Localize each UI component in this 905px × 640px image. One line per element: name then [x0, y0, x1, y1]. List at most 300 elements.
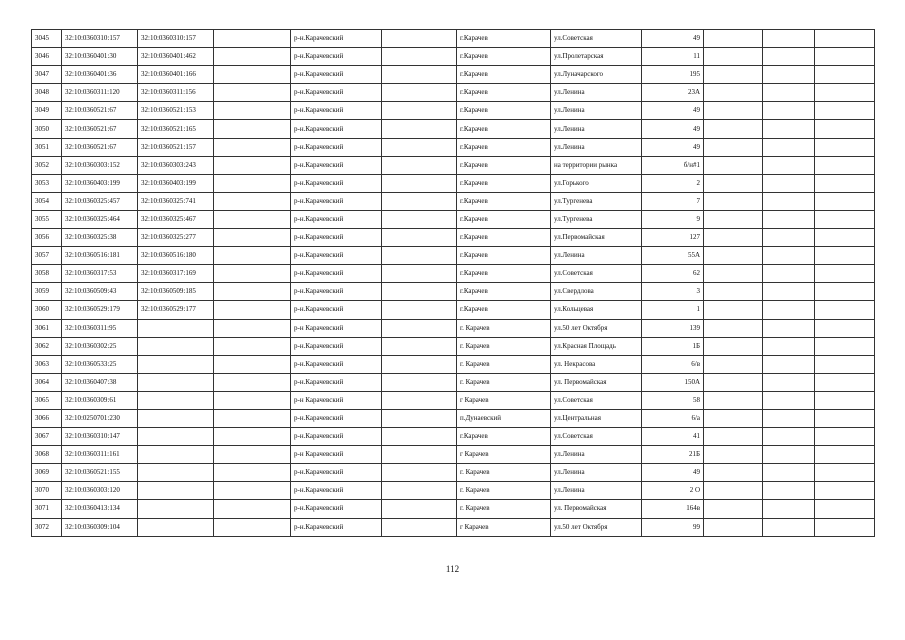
- cell-locality: г. Карачев: [457, 500, 551, 518]
- cell-cadastral-number: 32:10:0360309:61: [62, 391, 138, 409]
- cell-blank-col: [815, 428, 875, 446]
- cell-blank-col: [214, 229, 291, 247]
- cell-blank-col: [815, 500, 875, 518]
- cell-parent-cadastral-number: 32:10:0360325:467: [138, 210, 214, 228]
- cell-blank-col: [382, 283, 457, 301]
- cell-row-number: 3069: [32, 464, 62, 482]
- cell-blank-col: [763, 482, 815, 500]
- cell-house-number: 9: [642, 210, 704, 228]
- cell-row-number: 3065: [32, 391, 62, 409]
- cell-blank-col: [815, 337, 875, 355]
- cell-street: ул.50 лет Октября: [551, 319, 642, 337]
- cell-parent-cadastral-number: 32:10:0360516:180: [138, 247, 214, 265]
- cell-cadastral-number: 32:10:0360521:155: [62, 464, 138, 482]
- cell-locality: г.Карачев: [457, 138, 551, 156]
- cell-blank-col: [815, 482, 875, 500]
- cell-blank-col: [382, 355, 457, 373]
- cell-street: ул.Ленина: [551, 120, 642, 138]
- cell-locality: г.Карачев: [457, 48, 551, 66]
- cell-house-number: 49: [642, 30, 704, 48]
- cell-house-number: 3: [642, 283, 704, 301]
- cell-locality: г.Карачев: [457, 301, 551, 319]
- cell-blank-col: [382, 210, 457, 228]
- cell-street: ул.Пролетарская: [551, 48, 642, 66]
- cell-blank-col: [704, 428, 763, 446]
- table-row: [32, 192, 875, 210]
- cell-blank-col: [382, 482, 457, 500]
- cell-parent-cadastral-number: 32:10:0360317:169: [138, 265, 214, 283]
- cell-district: р-н.Карачевский: [291, 355, 382, 373]
- cell-blank-col: [763, 265, 815, 283]
- cell-blank-col: [763, 464, 815, 482]
- table-row: [32, 48, 875, 66]
- cell-parent-cadastral-number: [138, 500, 214, 518]
- cell-blank-col: [214, 30, 291, 48]
- cell-street: ул. Первомайская: [551, 373, 642, 391]
- table-row: [32, 210, 875, 228]
- cell-blank-col: [382, 319, 457, 337]
- table-row: [32, 482, 875, 500]
- cell-house-number: 6/а: [642, 409, 704, 427]
- cell-parent-cadastral-number: 32:10:0360521:165: [138, 120, 214, 138]
- cell-locality: г.Карачев: [457, 283, 551, 301]
- cell-locality: г.Карачев: [457, 66, 551, 84]
- cell-district: р-н Карачевский: [291, 319, 382, 337]
- cell-locality: г.Карачев: [457, 265, 551, 283]
- cell-blank-col: [214, 265, 291, 283]
- cell-blank-col: [214, 210, 291, 228]
- cell-blank-col: [382, 192, 457, 210]
- table-row: [32, 518, 875, 536]
- cell-district: р-н.Карачевский: [291, 84, 382, 102]
- cell-street: ул.Свердлова: [551, 283, 642, 301]
- cell-district: р-н.Карачевский: [291, 102, 382, 120]
- cell-parent-cadastral-number: 32:10:0360521:153: [138, 102, 214, 120]
- cell-locality: г. Карачев: [457, 464, 551, 482]
- cell-district: р-н.Карачевский: [291, 482, 382, 500]
- cell-parent-cadastral-number: 32:10:0360310:157: [138, 30, 214, 48]
- cell-blank-col: [815, 66, 875, 84]
- cell-blank-col: [214, 174, 291, 192]
- cell-parent-cadastral-number: [138, 428, 214, 446]
- table-row: [32, 265, 875, 283]
- cell-street: ул.Советская: [551, 428, 642, 446]
- cell-cadastral-number: 32:10:0360310:147: [62, 428, 138, 446]
- cell-blank-col: [704, 391, 763, 409]
- cell-street: ул.Тургенева: [551, 210, 642, 228]
- cell-blank-col: [763, 120, 815, 138]
- cell-row-number: 3067: [32, 428, 62, 446]
- cell-blank-col: [704, 482, 763, 500]
- cell-blank-col: [704, 174, 763, 192]
- cell-blank-col: [815, 30, 875, 48]
- cell-house-number: б/н#1: [642, 156, 704, 174]
- cell-locality: г.Карачев: [457, 247, 551, 265]
- cell-cadastral-number: 32:10:0360413:134: [62, 500, 138, 518]
- cell-street: ул.Ленина: [551, 482, 642, 500]
- cell-house-number: 23А: [642, 84, 704, 102]
- cell-blank-col: [214, 518, 291, 536]
- cell-parent-cadastral-number: [138, 391, 214, 409]
- cell-locality: г.Карачев: [457, 120, 551, 138]
- cell-locality: г.Карачев: [457, 428, 551, 446]
- cell-blank-col: [763, 373, 815, 391]
- cell-district: р-н.Карачевский: [291, 174, 382, 192]
- cell-parent-cadastral-number: 32:10:0360509:185: [138, 283, 214, 301]
- cell-blank-col: [763, 319, 815, 337]
- cell-cadastral-number: 32:10:0250701:230: [62, 409, 138, 427]
- cell-parent-cadastral-number: 32:10:0360401:462: [138, 48, 214, 66]
- cell-blank-col: [214, 446, 291, 464]
- cell-blank-col: [704, 229, 763, 247]
- cell-district: р-н.Карачевский: [291, 66, 382, 84]
- cell-cadastral-number: 32:10:0360509:43: [62, 283, 138, 301]
- cell-district: р-н Карачевский: [291, 391, 382, 409]
- cell-blank-col: [815, 84, 875, 102]
- cell-cadastral-number: 32:10:0360407:38: [62, 373, 138, 391]
- cell-blank-col: [704, 464, 763, 482]
- cell-cadastral-number: 32:10:0360325:464: [62, 210, 138, 228]
- cell-blank-col: [815, 247, 875, 265]
- cell-blank-col: [704, 409, 763, 427]
- cell-blank-col: [815, 120, 875, 138]
- cell-cadastral-number: 32:10:0360303:120: [62, 482, 138, 500]
- table-row: [32, 247, 875, 265]
- cell-row-number: 3060: [32, 301, 62, 319]
- cell-house-number: 195: [642, 66, 704, 84]
- cell-blank-col: [763, 229, 815, 247]
- table-row: [32, 30, 875, 48]
- cell-parent-cadastral-number: [138, 482, 214, 500]
- cell-locality: г. Карачев: [457, 319, 551, 337]
- cell-blank-col: [704, 138, 763, 156]
- cell-row-number: 3072: [32, 518, 62, 536]
- cell-blank-col: [382, 30, 457, 48]
- cell-row-number: 3045: [32, 30, 62, 48]
- cell-blank-col: [815, 210, 875, 228]
- cell-street: ул. Некрасова: [551, 355, 642, 373]
- cell-blank-col: [214, 337, 291, 355]
- cell-blank-col: [382, 500, 457, 518]
- cell-blank-col: [704, 283, 763, 301]
- cell-parent-cadastral-number: [138, 446, 214, 464]
- cell-district: р-н Карачевский: [291, 446, 382, 464]
- cell-locality: г.Карачев: [457, 174, 551, 192]
- cell-cadastral-number: 32:10:0360401:36: [62, 66, 138, 84]
- cell-cadastral-number: 32:10:0360311:120: [62, 84, 138, 102]
- cell-house-number: 99: [642, 518, 704, 536]
- cell-district: р-н.Карачевский: [291, 500, 382, 518]
- cell-blank-col: [815, 102, 875, 120]
- cell-blank-col: [815, 446, 875, 464]
- cell-row-number: 3064: [32, 373, 62, 391]
- cell-street: ул.Горького: [551, 174, 642, 192]
- cell-row-number: 3058: [32, 265, 62, 283]
- cell-blank-col: [815, 355, 875, 373]
- table-row: [32, 391, 875, 409]
- cell-district: р-н.Карачевский: [291, 120, 382, 138]
- cell-row-number: 3047: [32, 66, 62, 84]
- cell-cadastral-number: 32:10:0360529:179: [62, 301, 138, 319]
- cell-blank-col: [704, 319, 763, 337]
- cell-street: ул.Кольцевая: [551, 301, 642, 319]
- cell-district: р-н.Карачевский: [291, 138, 382, 156]
- cell-row-number: 3066: [32, 409, 62, 427]
- cell-blank-col: [763, 391, 815, 409]
- cell-parent-cadastral-number: [138, 355, 214, 373]
- cell-district: р-н.Карачевский: [291, 373, 382, 391]
- cell-blank-col: [815, 391, 875, 409]
- cell-blank-col: [704, 247, 763, 265]
- cell-blank-col: [815, 174, 875, 192]
- cell-row-number: 3052: [32, 156, 62, 174]
- table-row: [32, 301, 875, 319]
- cell-blank-col: [382, 409, 457, 427]
- cell-blank-col: [704, 30, 763, 48]
- cell-district: р-н.Карачевский: [291, 210, 382, 228]
- cell-blank-col: [214, 138, 291, 156]
- cell-cadastral-number: 32:10:0360311:95: [62, 319, 138, 337]
- cell-blank-col: [815, 138, 875, 156]
- cell-street: ул.Советская: [551, 30, 642, 48]
- cell-blank-col: [704, 265, 763, 283]
- cell-blank-col: [815, 156, 875, 174]
- cell-house-number: 62: [642, 265, 704, 283]
- table-row: [32, 229, 875, 247]
- cell-street: ул.Советская: [551, 391, 642, 409]
- cell-cadastral-number: 32:10:0360311:161: [62, 446, 138, 464]
- cell-street: ул.Тургенева: [551, 192, 642, 210]
- cell-blank-col: [815, 319, 875, 337]
- cell-house-number: 49: [642, 138, 704, 156]
- table-row: [32, 355, 875, 373]
- cell-blank-col: [382, 247, 457, 265]
- cell-blank-col: [214, 391, 291, 409]
- cell-cadastral-number: 32:10:0360533:25: [62, 355, 138, 373]
- cell-blank-col: [382, 265, 457, 283]
- cell-blank-col: [214, 409, 291, 427]
- cell-parent-cadastral-number: 32:10:0360521:157: [138, 138, 214, 156]
- cell-blank-col: [815, 192, 875, 210]
- cell-house-number: 164в: [642, 500, 704, 518]
- cell-parent-cadastral-number: 32:10:0360303:243: [138, 156, 214, 174]
- cell-blank-col: [704, 446, 763, 464]
- cell-blank-col: [704, 156, 763, 174]
- cell-parent-cadastral-number: [138, 337, 214, 355]
- cell-blank-col: [763, 247, 815, 265]
- cell-blank-col: [214, 192, 291, 210]
- page-number: 112: [445, 564, 460, 574]
- cell-house-number: 139: [642, 319, 704, 337]
- cell-blank-col: [382, 301, 457, 319]
- cell-blank-col: [704, 192, 763, 210]
- cell-row-number: 3071: [32, 500, 62, 518]
- cell-blank-col: [382, 446, 457, 464]
- cell-street: ул.Первомайская: [551, 229, 642, 247]
- cell-row-number: 3050: [32, 120, 62, 138]
- cell-house-number: 58: [642, 391, 704, 409]
- cell-row-number: 3062: [32, 337, 62, 355]
- cell-blank-col: [763, 48, 815, 66]
- cell-row-number: 3056: [32, 229, 62, 247]
- cell-street: ул.Луначарского: [551, 66, 642, 84]
- cell-row-number: 3057: [32, 247, 62, 265]
- cell-street: на территории рынка: [551, 156, 642, 174]
- cell-street: ул.Ленина: [551, 138, 642, 156]
- cell-row-number: 3061: [32, 319, 62, 337]
- table-row: [32, 500, 875, 518]
- cell-locality: г. Карачев: [457, 373, 551, 391]
- cell-street: ул. Первомайская: [551, 500, 642, 518]
- cell-cadastral-number: 32:10:0360516:181: [62, 247, 138, 265]
- cell-parent-cadastral-number: [138, 319, 214, 337]
- cell-blank-col: [763, 446, 815, 464]
- cell-blank-col: [763, 283, 815, 301]
- cell-blank-col: [214, 247, 291, 265]
- cell-district: р-н.Карачевский: [291, 156, 382, 174]
- cell-house-number: 55А: [642, 247, 704, 265]
- cell-locality: г Карачев: [457, 518, 551, 536]
- cell-blank-col: [763, 30, 815, 48]
- table-row: [32, 446, 875, 464]
- cell-blank-col: [382, 229, 457, 247]
- cell-locality: г. Карачев: [457, 337, 551, 355]
- cell-row-number: 3070: [32, 482, 62, 500]
- table-row: [32, 66, 875, 84]
- cell-blank-col: [382, 120, 457, 138]
- cell-district: р-н.Карачевский: [291, 30, 382, 48]
- cell-row-number: 3048: [32, 84, 62, 102]
- cell-cadastral-number: 32:10:0360317:53: [62, 265, 138, 283]
- cell-blank-col: [763, 210, 815, 228]
- cell-blank-col: [214, 48, 291, 66]
- table-row: [32, 319, 875, 337]
- cell-street: ул.Ленина: [551, 464, 642, 482]
- cell-parent-cadastral-number: 32:10:0360311:156: [138, 84, 214, 102]
- cell-cadastral-number: 32:10:0360521:67: [62, 120, 138, 138]
- cell-blank-col: [382, 138, 457, 156]
- cell-blank-col: [382, 428, 457, 446]
- cell-row-number: 3068: [32, 446, 62, 464]
- cell-street: ул.Ленина: [551, 84, 642, 102]
- cell-blank-col: [763, 156, 815, 174]
- cell-street: ул.Советская: [551, 265, 642, 283]
- cell-street: ул.Ленина: [551, 446, 642, 464]
- cell-locality: г.Карачев: [457, 229, 551, 247]
- cell-blank-col: [214, 84, 291, 102]
- cell-house-number: 1Б: [642, 337, 704, 355]
- table-row: [32, 373, 875, 391]
- cell-blank-col: [214, 120, 291, 138]
- cell-parent-cadastral-number: [138, 373, 214, 391]
- cell-blank-col: [214, 156, 291, 174]
- cell-blank-col: [214, 428, 291, 446]
- table-row: [32, 174, 875, 192]
- cell-house-number: 1: [642, 301, 704, 319]
- cell-house-number: 49: [642, 464, 704, 482]
- table-row: [32, 409, 875, 427]
- cell-row-number: 3055: [32, 210, 62, 228]
- cell-blank-col: [382, 84, 457, 102]
- cell-blank-col: [815, 48, 875, 66]
- cell-district: р-н.Карачевский: [291, 265, 382, 283]
- cell-blank-col: [214, 283, 291, 301]
- cell-blank-col: [214, 373, 291, 391]
- cell-blank-col: [214, 319, 291, 337]
- cell-cadastral-number: 32:10:0360303:152: [62, 156, 138, 174]
- cell-house-number: 2 О: [642, 482, 704, 500]
- cell-blank-col: [763, 518, 815, 536]
- cell-blank-col: [382, 102, 457, 120]
- cell-blank-col: [382, 156, 457, 174]
- cell-street: ул.Красная Площадь: [551, 337, 642, 355]
- cell-district: р-н.Карачевский: [291, 247, 382, 265]
- cell-locality: г. Карачев: [457, 482, 551, 500]
- cell-blank-col: [815, 283, 875, 301]
- cell-blank-col: [214, 66, 291, 84]
- cell-locality: г.Карачев: [457, 210, 551, 228]
- cell-blank-col: [815, 518, 875, 536]
- cell-district: р-н.Карачевский: [291, 283, 382, 301]
- cell-row-number: 3051: [32, 138, 62, 156]
- cell-locality: г.Карачев: [457, 192, 551, 210]
- cell-blank-col: [815, 373, 875, 391]
- cell-cadastral-number: 32:10:0360401:30: [62, 48, 138, 66]
- cell-blank-col: [704, 84, 763, 102]
- cell-blank-col: [704, 500, 763, 518]
- cell-blank-col: [763, 174, 815, 192]
- cadastral-table: [31, 29, 875, 537]
- cell-district: р-н.Карачевский: [291, 409, 382, 427]
- cell-blank-col: [763, 102, 815, 120]
- cell-row-number: 3053: [32, 174, 62, 192]
- cell-parent-cadastral-number: 32:10:0360401:166: [138, 66, 214, 84]
- cell-blank-col: [382, 464, 457, 482]
- cell-blank-col: [382, 518, 457, 536]
- cell-street: ул.Ленина: [551, 247, 642, 265]
- cell-blank-col: [382, 337, 457, 355]
- cell-street: ул.50 лет Октября: [551, 518, 642, 536]
- cell-cadastral-number: 32:10:0360403:199: [62, 174, 138, 192]
- cell-locality: г. Карачев: [457, 355, 551, 373]
- cell-blank-col: [214, 355, 291, 373]
- table-row: [32, 156, 875, 174]
- cell-blank-col: [214, 102, 291, 120]
- cell-blank-col: [704, 373, 763, 391]
- cell-parent-cadastral-number: 32:10:0360325:277: [138, 229, 214, 247]
- cell-row-number: 3059: [32, 283, 62, 301]
- cell-blank-col: [704, 355, 763, 373]
- cell-row-number: 3063: [32, 355, 62, 373]
- cell-blank-col: [763, 409, 815, 427]
- cell-district: р-н.Карачевский: [291, 192, 382, 210]
- cell-locality: п.Дунаевский: [457, 409, 551, 427]
- cell-district: р-н.Карачевский: [291, 48, 382, 66]
- cell-blank-col: [214, 482, 291, 500]
- cell-cadastral-number: 32:10:0360521:67: [62, 138, 138, 156]
- cell-parent-cadastral-number: 32:10:0360403:199: [138, 174, 214, 192]
- cell-blank-col: [382, 48, 457, 66]
- cell-blank-col: [763, 500, 815, 518]
- cell-blank-col: [763, 84, 815, 102]
- cell-parent-cadastral-number: 32:10:0360529:177: [138, 301, 214, 319]
- cell-blank-col: [704, 210, 763, 228]
- cell-blank-col: [763, 66, 815, 84]
- cell-house-number: 7: [642, 192, 704, 210]
- table-row: [32, 337, 875, 355]
- table-body: [32, 30, 875, 537]
- table-row: [32, 428, 875, 446]
